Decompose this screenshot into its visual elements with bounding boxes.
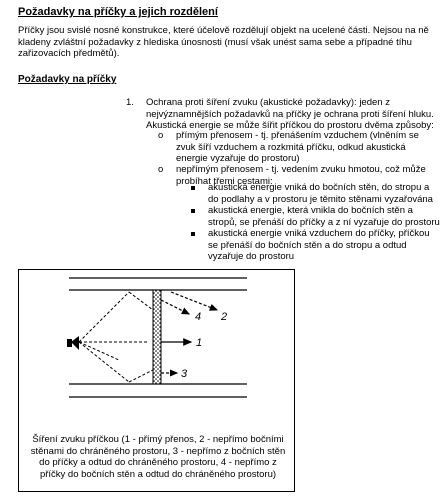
label-3: 3 bbox=[181, 368, 188, 380]
figure-caption: Šíření zvuku příčkou (1 - přímý přenos, 2 - nepřímo bočními stěnami do chráněného prostoru, 3 - nepřímo z bočních stěn do příčky a odtud do chráněného prostoru, 4 - nepřímo z příčky do bočních stěn a odtud do chráněného prostoru) bbox=[30, 434, 286, 480]
square-bullet-icon bbox=[191, 186, 195, 190]
sub-bullet-text: nepřímým přenosem - tj. vedením zvuku hmotou, což může probíhat třemi cestami: bbox=[176, 164, 426, 187]
partition-wall bbox=[153, 290, 161, 384]
arrow-2 bbox=[171, 292, 217, 310]
label-4: 4 bbox=[195, 311, 202, 323]
square-bullet-icon bbox=[191, 209, 195, 213]
path-ceiling bbox=[79, 292, 129, 342]
sub-bullet-text: přímým přenosem - tj. přenášením vzduchem (vlněním se zvuk šíří vzduchem a rozkmitá příčku, odkud akustická energie vyzařuje do prostoru) bbox=[176, 130, 419, 164]
subsub-bullet-text: akustická energie vniká do bočních stěn, do stropu a do podlahy a v prostoru je těmito stěnami vyzařována bbox=[208, 182, 433, 205]
list-number: 1. bbox=[126, 97, 134, 108]
page-title: Požadavky na příčky a jejich rozdělení bbox=[18, 6, 218, 18]
arrow-4 bbox=[161, 300, 189, 314]
section-heading: Požadavky na příčky bbox=[18, 74, 117, 85]
path-side bbox=[79, 342, 119, 360]
bullet-marker: o bbox=[158, 130, 164, 141]
square-bullet-icon bbox=[191, 232, 195, 236]
label-2: 2 bbox=[221, 311, 228, 323]
path-ceiling-wall bbox=[129, 292, 153, 310]
speaker-icon bbox=[71, 336, 79, 350]
intro-paragraph: Příčky jsou svislé nosné konstrukce, které účelově rozdělují objekt na ucelené části. Nejsou na ně kladeny zvláštní požadavky z hlediska únosnosti (musí však unést sama sebe a případné tíhu zařizovacích předmětů). bbox=[18, 25, 429, 59]
speaker-icon bbox=[67, 339, 72, 347]
path-floor bbox=[79, 342, 129, 382]
subsub-bullet-text: akustická energie vniká vzduchem do příčky, příčkou se přenáší do bočních stěn a do stropu a odtud vyzařuje do prostoru bbox=[208, 228, 430, 262]
subsub-bullet-text: akustická energie, která vnikla do bočních stěn a stropů, se přenáší do příčky a z ní vyzařuje do prostoru bbox=[208, 205, 440, 228]
label-1: 1 bbox=[196, 337, 203, 349]
path-floor-wall bbox=[129, 370, 153, 382]
bullet-marker: o bbox=[158, 164, 164, 175]
list-item-text: Ochrana proti šíření zvuku (akustické požadavky): jeden z nejvýznamnějších požadavků na příčky je ochrana proti šíření hluku. Akustická energie se může šířit příčkou do prostoru dvěma způsoby: bbox=[146, 97, 434, 131]
